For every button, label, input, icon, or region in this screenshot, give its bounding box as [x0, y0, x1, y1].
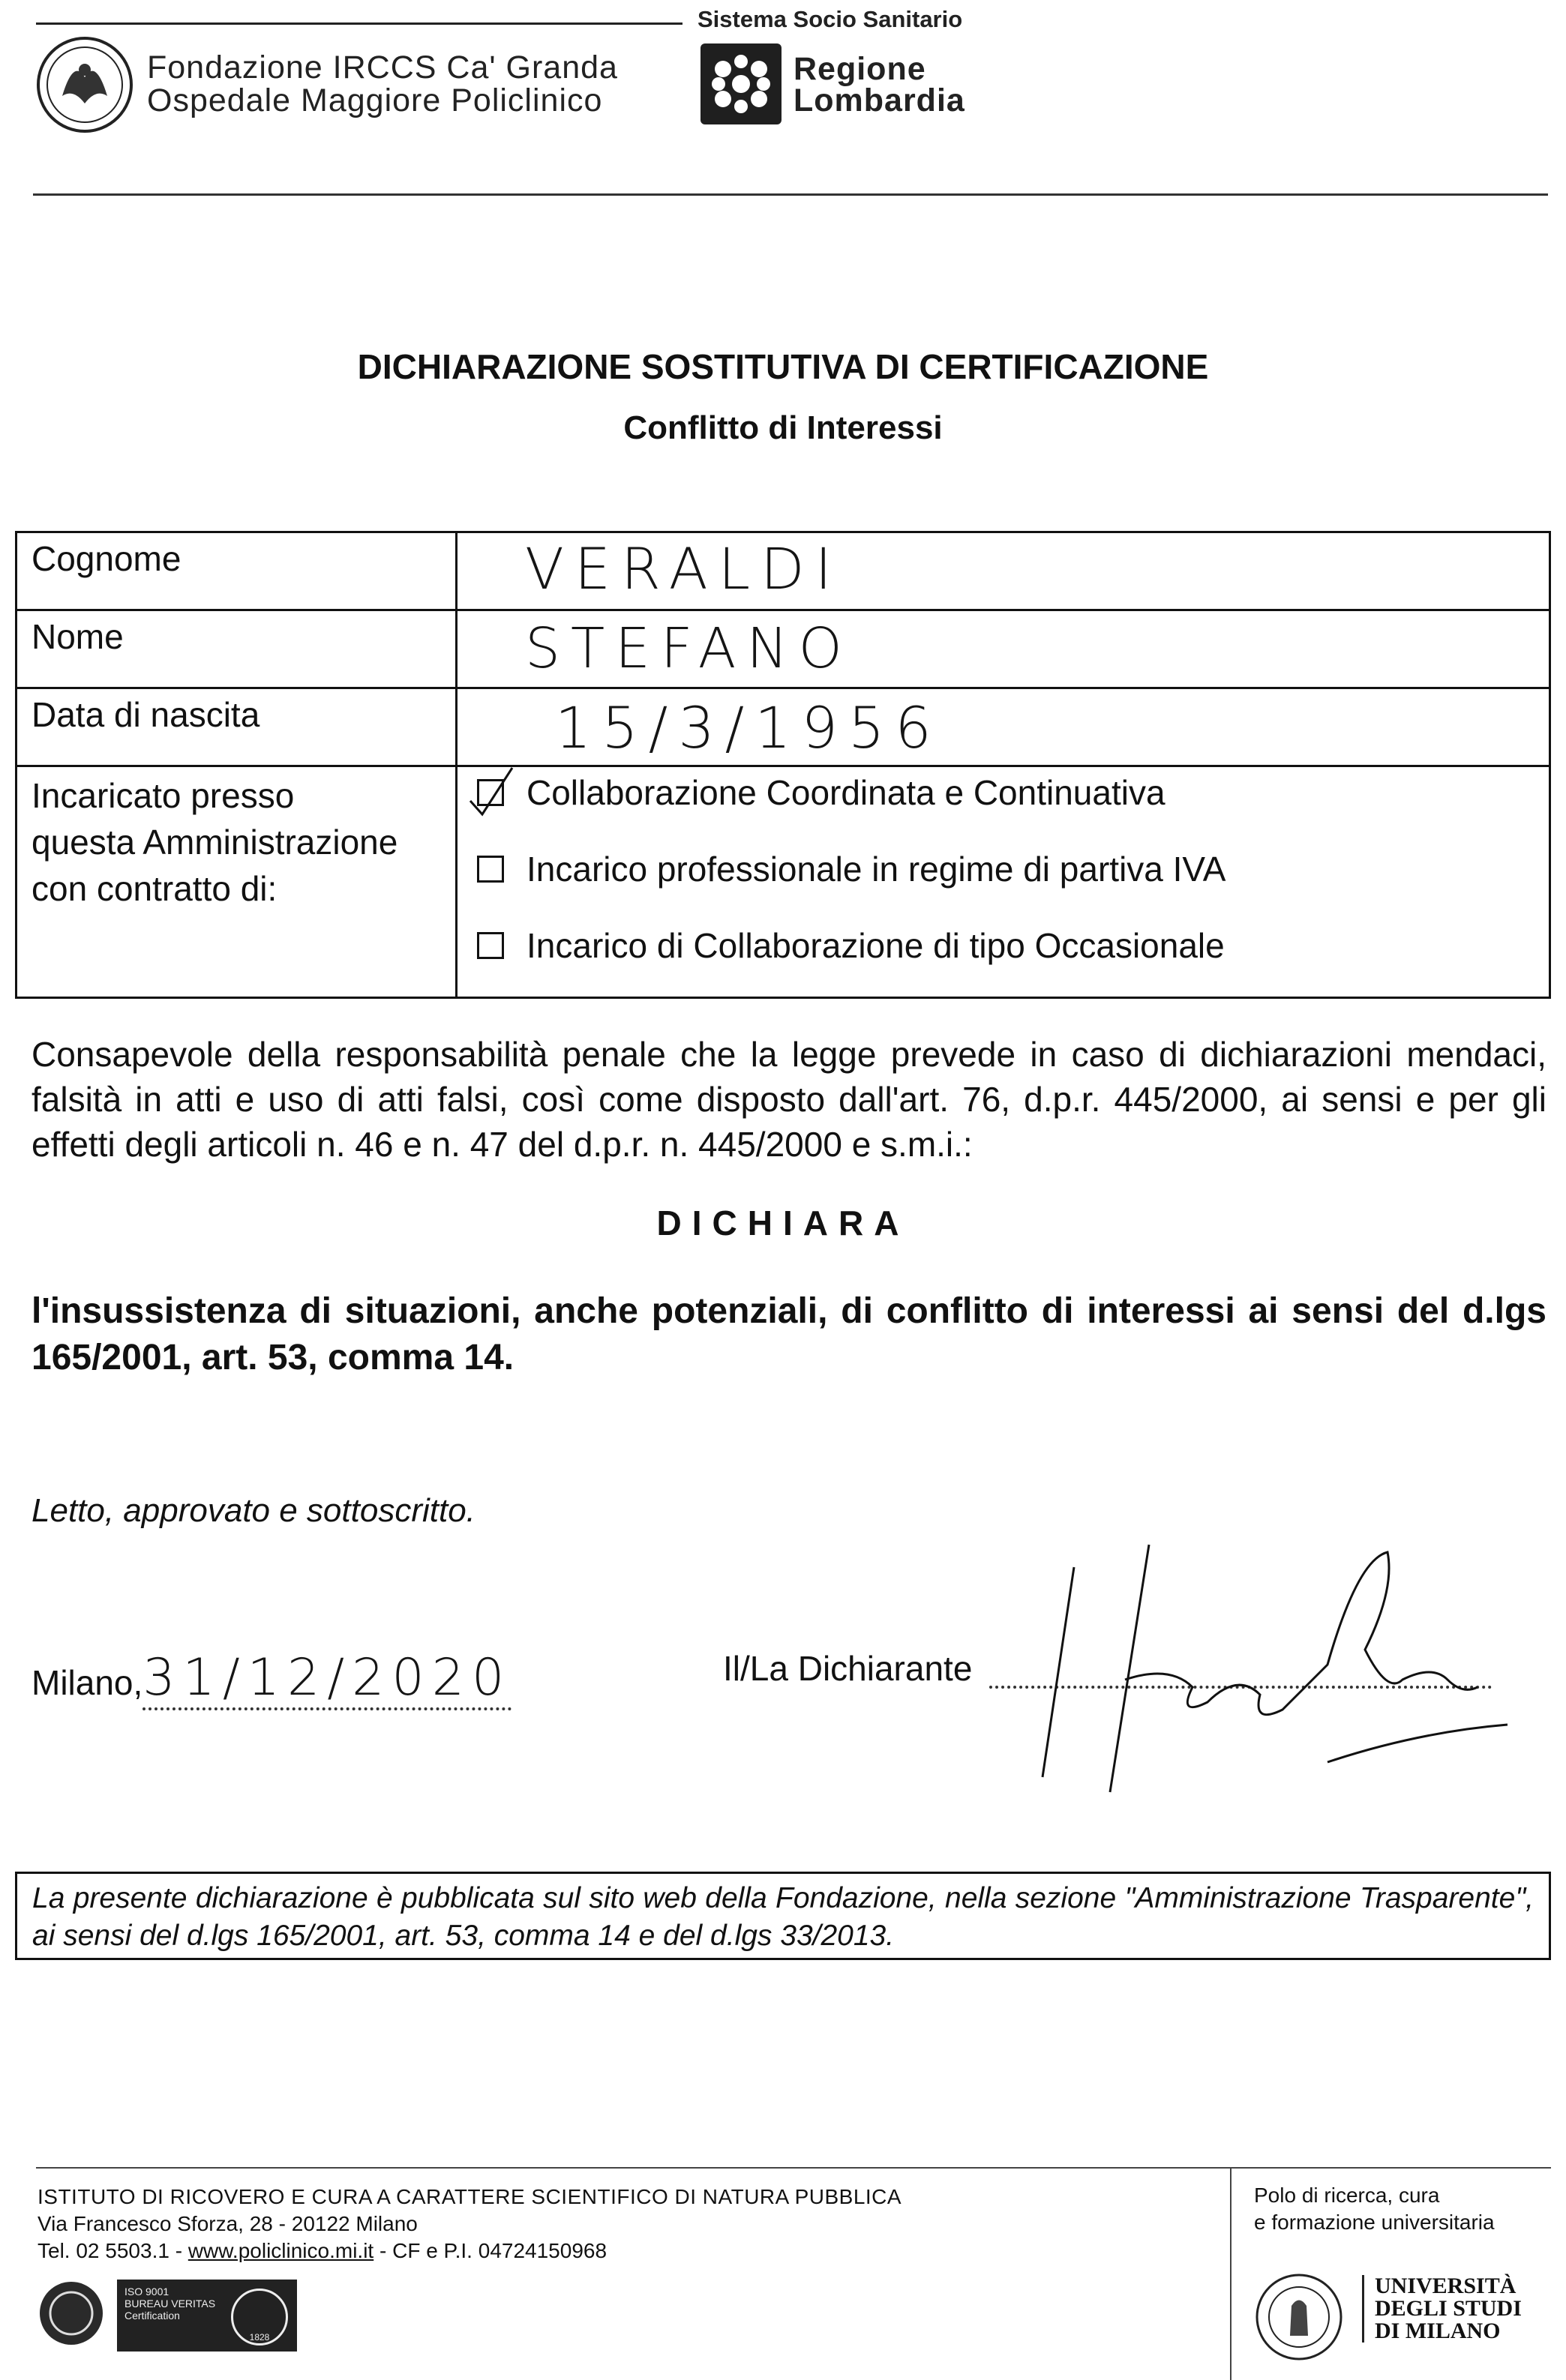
- university-line1: UNIVERSITÀ: [1375, 2274, 1516, 2298]
- contract-label-line1: Incaricato presso: [32, 776, 295, 815]
- option-label: Incarico di Collaborazione di tipo Occasionale: [526, 926, 1225, 965]
- approval-text: Letto, approvato e sottoscritto.: [32, 1492, 476, 1529]
- footer-phone: Tel. 02 5503.1 -: [38, 2239, 188, 2262]
- footer-right-line2: e formazione universitaria: [1254, 2211, 1495, 2234]
- place-date-line: [32, 1648, 512, 1707]
- contract-label-line2: questa Amministrazione: [32, 823, 398, 862]
- contract-label-line3: con contratto di:: [32, 869, 278, 908]
- org-name-line1: Fondazione IRCCS Ca' Granda: [147, 49, 618, 85]
- document-subtitle: Conflitto di Interessi: [623, 409, 943, 446]
- date-value[interactable]: 31/12/2020: [142, 1648, 512, 1710]
- checkbox-unchecked[interactable]: [477, 856, 504, 883]
- bureau-veritas-seal-icon: [231, 2289, 288, 2346]
- handwritten-signature: [1012, 1530, 1538, 1815]
- document-title: DICHIARAZIONE SOSTITUTIVA DI CERTIFICAZIONE: [357, 347, 1209, 386]
- cert-iso: ISO 9001: [124, 2286, 170, 2298]
- surname-label: Cognome: [32, 539, 182, 578]
- cert-bv: BUREAU VERITAS: [124, 2298, 216, 2310]
- footer-tax-id: - CF e P.I. 04724150968: [374, 2239, 608, 2262]
- birth-date-value[interactable]: 15/3/1956: [555, 694, 942, 761]
- region-name-line1: Regione: [794, 51, 926, 87]
- region-name-line2: Lombardia: [794, 82, 965, 118]
- cert-label: Certification: [124, 2310, 180, 2322]
- cert-year: 1828: [249, 2332, 270, 2343]
- footer-rule: [36, 2167, 1551, 2169]
- header-divider: [33, 193, 1548, 196]
- birth-date-label: Data di nascita: [32, 695, 260, 734]
- contract-option-cococo[interactable]: [477, 772, 1166, 813]
- accredia-logo-icon: [38, 2280, 105, 2347]
- fondazione-seal-logo: [36, 36, 134, 133]
- university-line3: DI MILANO: [1375, 2319, 1501, 2343]
- table-row-divider: [15, 609, 1551, 611]
- system-label: Sistema Socio Sanitario: [698, 6, 963, 32]
- contract-option-occasionale[interactable]: [477, 925, 1225, 966]
- contract-option-partita-iva[interactable]: [477, 849, 1226, 889]
- footer-institute-type: ISTITUTO DI RICOVERO E CURA A CARATTERE SCIENTIFICO DI NATURA PUBBLICA: [38, 2185, 902, 2208]
- rose-camuna-icon: [700, 43, 782, 124]
- footer-website-link[interactable]: www.policlinico.mi.it: [188, 2239, 374, 2262]
- table-row-divider: [15, 765, 1551, 767]
- checkbox-checked[interactable]: [477, 779, 504, 806]
- university-seal-icon: [1254, 2272, 1344, 2362]
- name-value[interactable]: STEFANO: [525, 616, 853, 681]
- checkbox-unchecked[interactable]: [477, 932, 504, 959]
- table-row-divider: [15, 687, 1551, 689]
- declaration-text: l'insussistenza di situazioni, anche potenziali, di conflitto di interessi ai sensi del d.lgs 165/2001, art. 53, comma 14.: [32, 1291, 1546, 1377]
- publication-notice: La presente dichiarazione è pubblicata sul sito web della Fondazione, nella sezione "Amministrazione Trasparente", ai sensi del d.lgs 165/2001, art. 53, comma 14 e del d.lgs 33/2013.: [15, 1872, 1551, 1960]
- surname-value[interactable]: VERALDI: [525, 535, 843, 602]
- university-name: [1362, 2275, 1522, 2343]
- footer-right-line1: Polo di ricerca, cura: [1254, 2184, 1440, 2207]
- bureau-veritas-badge: [117, 2280, 297, 2352]
- name-label: Nome: [32, 617, 124, 656]
- footer-vertical-rule: [1230, 2169, 1232, 2380]
- header-top-rule: [36, 22, 682, 25]
- university-line2: DEGLI STUDI: [1375, 2296, 1522, 2321]
- check-mark-icon: [463, 762, 523, 822]
- regione-lombardia-logo: [700, 43, 782, 124]
- footer-contacts: [38, 2239, 607, 2263]
- contract-label: [32, 772, 398, 912]
- option-label: Incarico professionale in regime di partiva IVA: [526, 850, 1226, 889]
- org-name-line2: Ospedale Maggiore Policlinico: [147, 82, 603, 118]
- place-label: Milano,: [32, 1663, 143, 1702]
- declaration-heading: DICHIARA: [656, 1203, 910, 1242]
- option-label: Collaborazione Coordinata e Continuativa: [526, 773, 1166, 812]
- legal-statement: Consapevole della responsabilità penale che la legge prevede in caso di dichiarazioni mendaci, falsità in atti e uso di atti falsi, così come disposto dall'art. 76, d.p.r. 445/2000, ai sensi e per gli effetti degli articoli n. 46 e n. 47 del d.p.r. n. 445/2000 e s.m.i.:: [32, 1035, 1546, 1164]
- footer-address: Via Francesco Sforza, 28 - 20122 Milano: [38, 2212, 418, 2235]
- signer-label: Il/La Dichiarante: [723, 1649, 973, 1688]
